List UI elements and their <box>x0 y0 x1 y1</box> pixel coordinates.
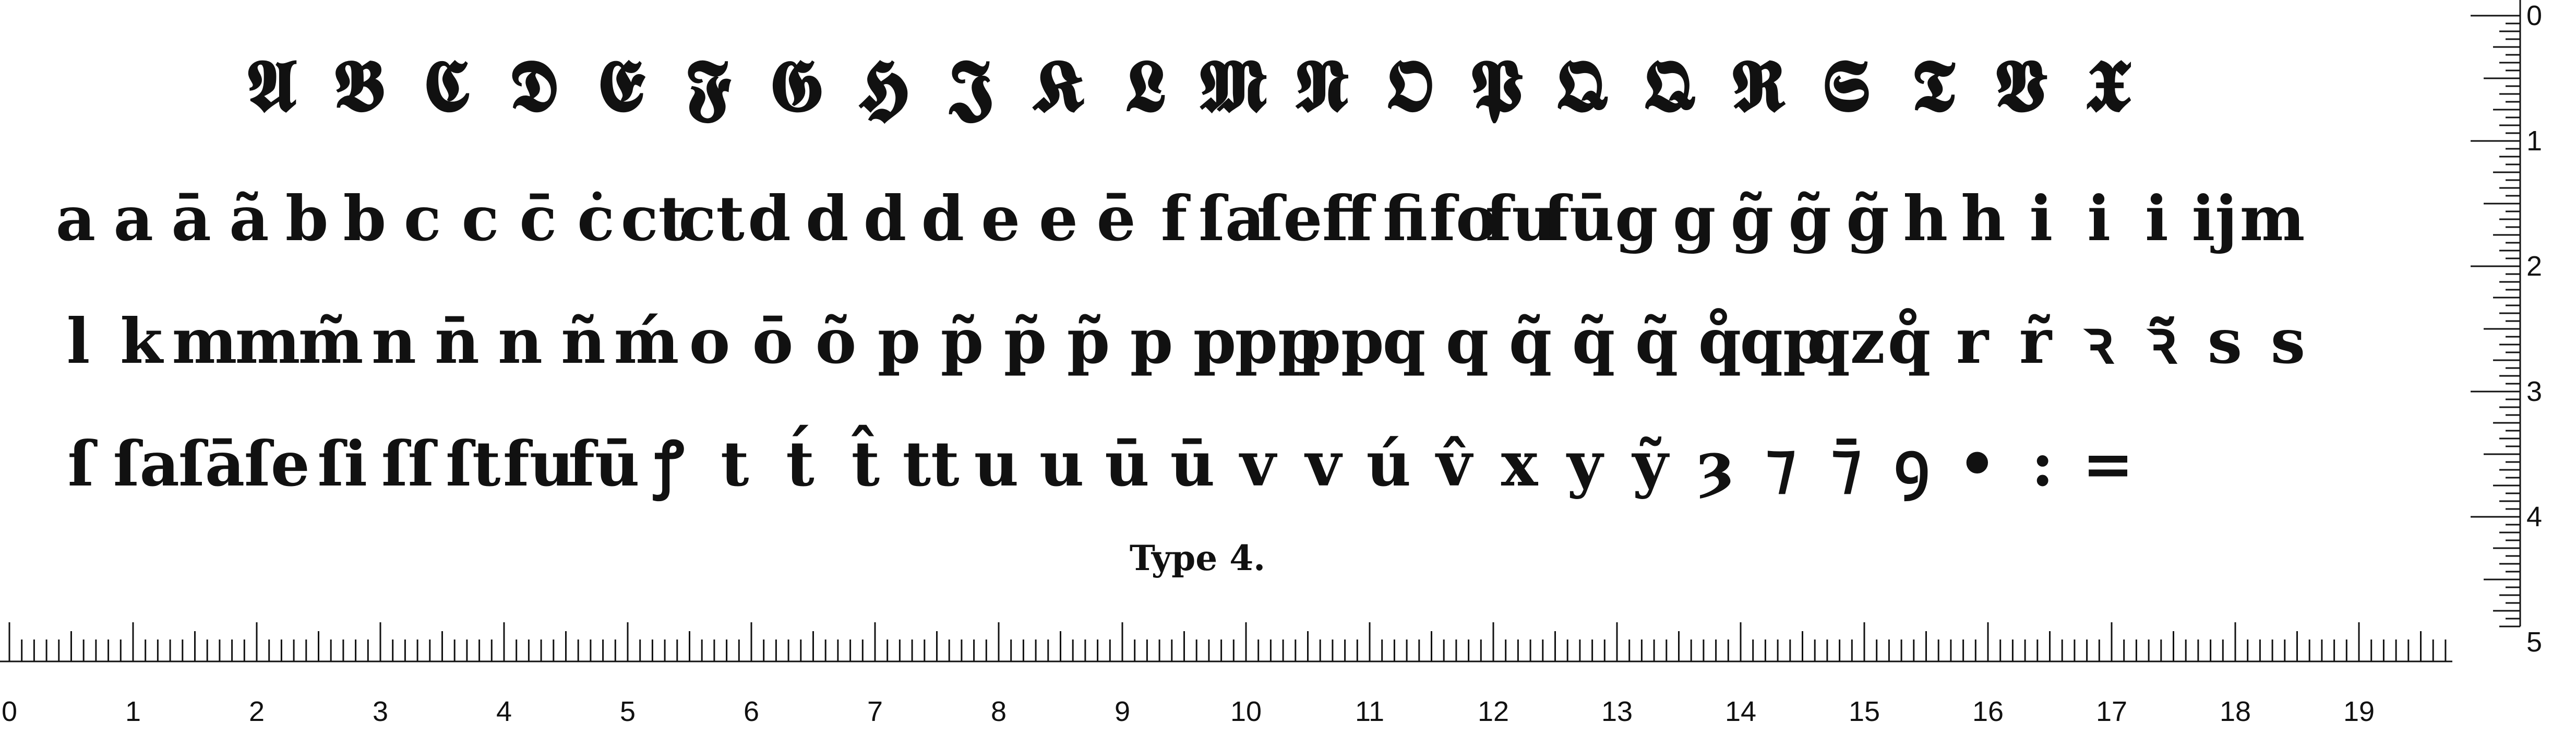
glyph: a <box>113 182 154 255</box>
glyph: l <box>66 305 90 377</box>
cm-label: 1 <box>125 696 141 727</box>
inch-label: 5 <box>2526 626 2543 658</box>
glyph: ō <box>752 305 794 377</box>
glyph: g̃ <box>1846 182 1889 255</box>
glyph: t <box>720 428 749 500</box>
glyph: p <box>1130 305 1173 377</box>
glyph: 𝕸 <box>1200 43 1267 128</box>
glyph: f <box>1160 182 1188 255</box>
glyph: c <box>461 182 499 255</box>
glyph: n <box>498 305 543 377</box>
inch-label: 0 <box>2526 0 2543 31</box>
glyph: m <box>2239 182 2305 255</box>
glyph: p <box>1193 305 1237 377</box>
glyph: q̊ <box>1698 305 1742 377</box>
glyph: ⁊ <box>1766 428 1796 500</box>
glyph: p <box>877 305 921 377</box>
glyph: s <box>2270 305 2306 377</box>
cm-label: 19 <box>2343 696 2375 727</box>
glyph: ſ <box>67 428 94 500</box>
glyph: ỹ <box>1632 428 1669 500</box>
glyph: g̃ <box>1788 182 1831 255</box>
glyph: ct <box>620 182 687 255</box>
glyph: 𝕬 <box>245 43 297 128</box>
cm-label: 8 <box>990 696 1007 727</box>
glyph: x <box>1501 428 1538 500</box>
glyph: p̃ <box>1067 305 1110 377</box>
glyph: i <box>2144 182 2168 255</box>
glyph: b <box>285 182 329 255</box>
glyph: a <box>55 182 96 255</box>
glyph: h <box>1961 182 2006 255</box>
cm-label: 2 <box>248 696 265 727</box>
glyph: r <box>1956 305 1989 377</box>
centimeter-ruler-ticks <box>0 622 2463 695</box>
glyph: u <box>974 428 1019 500</box>
inch-ruler <box>2468 0 2576 746</box>
capital-letters-row <box>0 43 2463 154</box>
glyph: o <box>689 305 730 377</box>
cm-label: 7 <box>867 696 883 727</box>
inch-label: 3 <box>2526 376 2543 407</box>
glyph: ff <box>1322 182 1373 255</box>
glyph: ē <box>1096 182 1136 255</box>
glyph: e <box>981 182 1021 255</box>
cm-label: 17 <box>2095 696 2128 727</box>
glyph: 𝕯 <box>510 43 558 128</box>
glyph: 𝕿 <box>1911 43 1956 128</box>
glyph: v̂ <box>1436 428 1472 500</box>
glyph: q̃ <box>1508 305 1552 377</box>
glyph: ſe <box>244 428 310 500</box>
glyph: c̄ <box>519 182 557 255</box>
glyph: 𝕲 <box>769 43 824 128</box>
glyph: ⁊̄ <box>1831 428 1862 500</box>
glyph: 𝕭 <box>333 43 385 128</box>
glyph: i <box>2087 182 2111 255</box>
cm-label: 9 <box>1114 696 1131 727</box>
glyph: ȝ <box>1697 428 1734 500</box>
glyph: fu <box>502 428 574 500</box>
glyph: qz <box>1807 305 1885 377</box>
glyph: h <box>1903 182 1948 255</box>
specimen-caption: Type 4. <box>1129 538 1266 578</box>
glyph: m̃ <box>298 305 364 377</box>
cm-label: 6 <box>743 696 760 727</box>
glyph: q̃ <box>1635 305 1679 377</box>
glyph: = <box>2082 428 2134 500</box>
cm-label: 4 <box>496 696 512 727</box>
glyph: v <box>1305 428 1341 500</box>
glyph: 𝕵 <box>949 43 993 128</box>
glyph: fū <box>568 428 640 500</box>
cm-label: 15 <box>1848 696 1880 727</box>
glyph: ſt <box>446 428 501 500</box>
glyph: p̃ <box>940 305 984 377</box>
cm-label: 16 <box>1972 696 2004 727</box>
cm-label: 5 <box>619 696 636 727</box>
glyph: u <box>1039 428 1084 500</box>
glyph: ſi <box>317 428 368 500</box>
glyph: 𝕽 <box>1730 43 1786 128</box>
glyph: q̊ <box>1887 305 1931 377</box>
lowercase-row-2 <box>0 305 2463 415</box>
inch-label: 1 <box>2526 125 2543 157</box>
glyph: d <box>748 182 791 255</box>
cm-label: 10 <box>1230 696 1262 727</box>
glyph: ſa <box>1199 182 1265 255</box>
glyph: 𝖃 <box>2086 43 2130 128</box>
inch-ruler-ticks <box>2468 0 2525 746</box>
glyph: q̃ <box>1572 305 1615 377</box>
glyph: ḿ <box>614 305 679 377</box>
glyph: d <box>921 182 965 255</box>
inch-label: 2 <box>2526 251 2543 282</box>
cm-label: 0 <box>1 696 18 727</box>
glyph: 𝕮 <box>422 43 470 128</box>
glyph: s <box>2207 305 2243 377</box>
glyph: m <box>172 305 237 377</box>
glyph: e <box>1038 182 1078 255</box>
glyph: ſa <box>113 428 179 500</box>
glyph: n̄ <box>435 305 480 377</box>
glyph: r̃ <box>2019 305 2052 377</box>
glyph: t́ <box>786 428 814 500</box>
glyph: y <box>1567 428 1603 500</box>
glyph: 𝕼 <box>1555 43 1611 128</box>
glyph: tt <box>902 428 960 500</box>
glyph: 𝕼 <box>1643 43 1699 128</box>
glyph: 𝕰 <box>597 43 645 128</box>
glyph: pp <box>1298 305 1384 377</box>
glyph: ꝯ <box>1894 428 1930 500</box>
cm-label: 18 <box>2219 696 2251 727</box>
glyph: : <box>2031 428 2054 500</box>
glyph: b <box>343 182 387 255</box>
glyph: qp <box>1740 305 1826 377</box>
glyph: ſe <box>1256 182 1323 255</box>
glyph: i <box>2029 182 2053 255</box>
glyph: 𝕺 <box>1384 43 1432 128</box>
cm-label: 12 <box>1477 696 1509 727</box>
glyph: t̂ <box>851 428 880 500</box>
glyph: fū <box>1543 182 1614 255</box>
glyph: g <box>1615 182 1658 255</box>
glyph: ij <box>2191 182 2237 255</box>
glyph: 𝕶 <box>1033 43 1084 128</box>
glyph: 𝕹 <box>1293 43 1348 128</box>
glyph: ú <box>1366 428 1411 500</box>
glyph: fo <box>1429 182 1497 255</box>
glyph: 𝕾 <box>1822 43 1870 128</box>
inch-label: 4 <box>2526 501 2543 532</box>
centimeter-ruler <box>0 622 2463 746</box>
lowercase-row-1 <box>0 182 2463 292</box>
lowercase-row-3 <box>0 428 2463 538</box>
glyph: ct <box>678 182 745 255</box>
glyph: ꝛ̃ <box>2147 305 2176 377</box>
glyph: ſſ <box>381 428 435 500</box>
glyph: ñ <box>561 305 606 377</box>
glyph: q <box>1445 305 1489 377</box>
glyph: pp <box>1235 305 1321 377</box>
cm-label: 13 <box>1601 696 1633 727</box>
glyph: k <box>120 305 163 377</box>
glyph: 𝖁 <box>1995 43 2046 128</box>
glyph: d <box>863 182 907 255</box>
glyph: d <box>805 182 849 255</box>
cm-label: 11 <box>1355 696 1385 727</box>
glyph: v <box>1240 428 1276 500</box>
cm-label: 14 <box>1724 696 1757 727</box>
glyph: 𝕳 <box>858 43 909 128</box>
glyph: ċ <box>577 182 615 255</box>
glyph: m <box>235 305 301 377</box>
glyph: ꝭ <box>654 428 684 500</box>
cm-label: 3 <box>372 696 389 727</box>
glyph: ꝛ <box>2084 305 2113 377</box>
glyph: n <box>372 305 416 377</box>
glyph: p̃ <box>1003 305 1047 377</box>
glyph: ſā <box>178 428 245 500</box>
glyph: õ <box>815 305 857 377</box>
glyph: fu <box>1485 182 1557 255</box>
glyph: q <box>1382 305 1426 377</box>
glyph: 𝕱 <box>686 43 731 128</box>
glyph: fi <box>1383 182 1428 255</box>
glyph: c <box>403 182 441 255</box>
glyph: ū <box>1170 428 1215 500</box>
glyph: 𝕻 <box>1470 43 1521 128</box>
glyph: ā <box>171 182 211 255</box>
glyph: • <box>1957 428 1997 500</box>
glyph: 𝕷 <box>1125 43 1167 128</box>
glyph: g <box>1672 182 1716 255</box>
glyph: ū <box>1105 428 1150 500</box>
glyph: g̃ <box>1730 182 1774 255</box>
glyph: ã <box>229 182 269 255</box>
